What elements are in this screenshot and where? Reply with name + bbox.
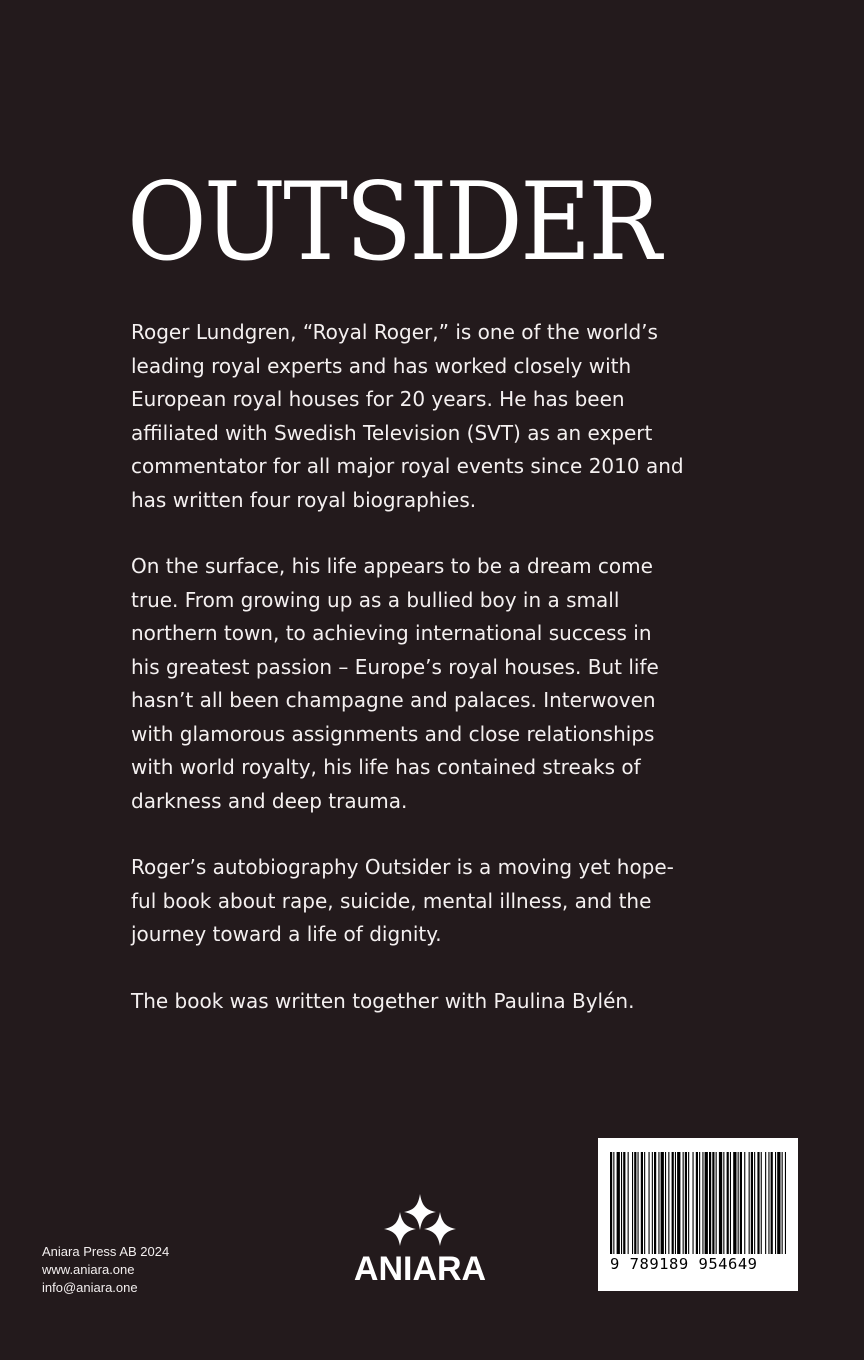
barcode-bar xyxy=(775,1152,776,1254)
barcode-bar xyxy=(723,1152,724,1254)
barcode-bar xyxy=(649,1152,650,1254)
barcode-digits: 9 789189 954649 xyxy=(610,1255,758,1273)
blurb-paragraph-1 xyxy=(131,316,731,517)
barcode-bar xyxy=(751,1152,753,1254)
barcode-bar xyxy=(712,1152,714,1254)
blurb-line: northern town, to achieving international success in xyxy=(131,621,652,645)
blurb xyxy=(131,316,731,1051)
barcode-bar xyxy=(632,1152,633,1254)
barcode-bar xyxy=(785,1152,786,1254)
barcode-bar xyxy=(709,1152,711,1254)
barcode-bar xyxy=(782,1152,783,1254)
barcode-bar xyxy=(693,1152,694,1254)
blurb-paragraph-3 xyxy=(131,851,731,952)
publisher-logo xyxy=(340,1192,500,1302)
barcode-bar xyxy=(744,1152,745,1254)
barcode-bar xyxy=(702,1152,703,1254)
barcode-bar xyxy=(754,1152,755,1254)
blurb-paragraph-2 xyxy=(131,550,731,818)
barcode-bar xyxy=(749,1152,750,1254)
barcode-bar xyxy=(621,1152,622,1254)
blurb-line: European royal houses for 20 years. He has been xyxy=(131,387,625,411)
barcode-bar xyxy=(730,1152,731,1254)
blurb-line: ful book about rape, suicide, mental illness, and the xyxy=(131,888,652,913)
barcode-bar xyxy=(628,1152,629,1254)
blurb-line: The book was written together with Paulina Bylén. xyxy=(131,988,635,1013)
barcode-bar xyxy=(696,1152,698,1254)
blurb-line: hasn’t all been champagne and palaces. Interwoven xyxy=(131,688,656,712)
blurb-line: leading royal experts and has worked closely with xyxy=(131,353,632,378)
barcode-bar xyxy=(699,1152,700,1254)
publisher-copyright: Aniara Press AB 2024 xyxy=(42,1244,170,1259)
barcode-bar xyxy=(761,1152,762,1254)
barcode-bar xyxy=(777,1152,780,1254)
blurb-line: On the surface, his life appears to be a dream come xyxy=(131,554,653,578)
blurb-line: Roger’s autobiography Outsider is a moving yet hope- xyxy=(131,855,674,879)
publisher-website: www.aniara.one xyxy=(42,1262,135,1277)
barcode xyxy=(598,1138,798,1291)
publisher-email: info@aniara.one xyxy=(42,1280,138,1295)
barcode-bar xyxy=(727,1152,729,1254)
blurb-paragraph-4 xyxy=(131,985,731,1019)
book-title: OUTSIDER xyxy=(127,160,659,285)
barcode-bar xyxy=(768,1152,769,1254)
blurb-line: journey toward a life of dignity. xyxy=(131,922,442,946)
barcode-bar xyxy=(733,1152,736,1254)
barcode-bar xyxy=(738,1152,739,1254)
blurb-line: darkness and deep trauma. xyxy=(131,788,408,813)
barcode-bar xyxy=(677,1152,680,1254)
barcode-bar xyxy=(658,1152,659,1254)
blurb-line: with glamorous assignments and close relationships xyxy=(131,721,655,746)
barcode-bar xyxy=(688,1152,689,1254)
barcode-bar xyxy=(654,1152,656,1254)
barcode-bar xyxy=(634,1152,636,1254)
barcode-bar xyxy=(716,1152,717,1254)
barcode-bar xyxy=(641,1152,643,1254)
barcode-bar xyxy=(705,1152,708,1254)
blurb-line: true. From growing up as a bullied boy in a small xyxy=(131,587,620,612)
barcode-bar xyxy=(683,1152,684,1254)
logo-wordmark: ANIARA xyxy=(353,1250,487,1288)
barcode-bar xyxy=(610,1152,612,1254)
barcode-bar xyxy=(719,1152,722,1254)
blurb-line: commentator for all major royal events since 2010 and xyxy=(131,454,684,478)
barcode-bar xyxy=(771,1152,773,1254)
barcode-bar xyxy=(617,1152,620,1254)
four-point-stars-icon xyxy=(382,1192,458,1252)
barcode-bar xyxy=(661,1152,664,1254)
barcode-bar xyxy=(644,1152,645,1254)
barcode-bar xyxy=(672,1152,674,1254)
barcode-bar xyxy=(675,1152,676,1254)
barcode-bar xyxy=(668,1152,669,1254)
blurb-line: has written four royal biographies. xyxy=(131,487,477,512)
barcode-bar xyxy=(613,1152,614,1254)
publisher-info xyxy=(42,1243,169,1297)
barcode-bar xyxy=(740,1152,742,1254)
blurb-line: with world royalty, his life has contained streaks of xyxy=(131,755,641,779)
blurb-line: affiliated with Swedish Television (SVT) as an expert xyxy=(131,420,653,445)
barcode-bar xyxy=(638,1152,639,1254)
barcode-bar xyxy=(765,1152,766,1254)
barcode-bar xyxy=(685,1152,687,1254)
barcode-bar xyxy=(623,1152,625,1254)
barcode-bar xyxy=(757,1152,759,1254)
barcode-bar xyxy=(665,1152,666,1254)
blurb-line: his greatest passion – Europe’s royal houses. But life xyxy=(131,654,659,679)
blurb-line: Roger Lundgren, “Royal Roger,” is one of the world’s xyxy=(131,320,658,344)
barcode-bar xyxy=(652,1152,653,1254)
